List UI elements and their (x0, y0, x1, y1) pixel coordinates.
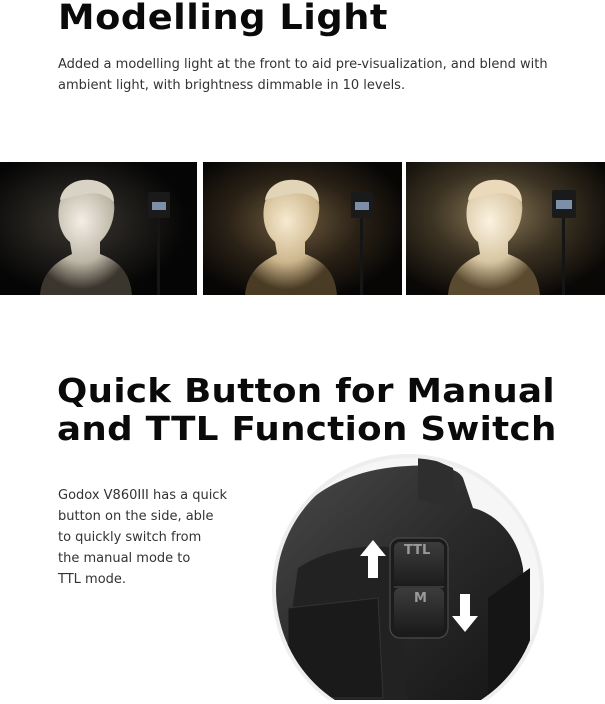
quick-button-description: Godox V860III has a quick button on the side, able to quickly switch from the manual mode to TTL mode. (58, 488, 227, 587)
title-line-1: Quick Button for Manual (57, 371, 555, 410)
m-button-label[interactable]: M (414, 591, 427, 606)
section-title-modelling-light: Modelling Light (58, 0, 389, 38)
flash-side-closeup (268, 448, 605, 700)
bust-photo-dim (0, 162, 197, 295)
arrow-up-icon (360, 540, 386, 578)
section-title-quick-button (57, 372, 557, 448)
photo-strip (0, 162, 605, 295)
ttl-button-label[interactable]: TTL (404, 543, 431, 558)
title-line-2: and TTL Function Switch (57, 409, 557, 448)
arrow-down-icon (452, 594, 478, 632)
bust-photo-bright (406, 162, 605, 295)
bust-photo-warm (203, 162, 402, 295)
modelling-light-description: Added a modelling light at the front to aid pre-visualization, and blend with ambient light, with brightness dimmable in 10 levels. (58, 57, 548, 93)
